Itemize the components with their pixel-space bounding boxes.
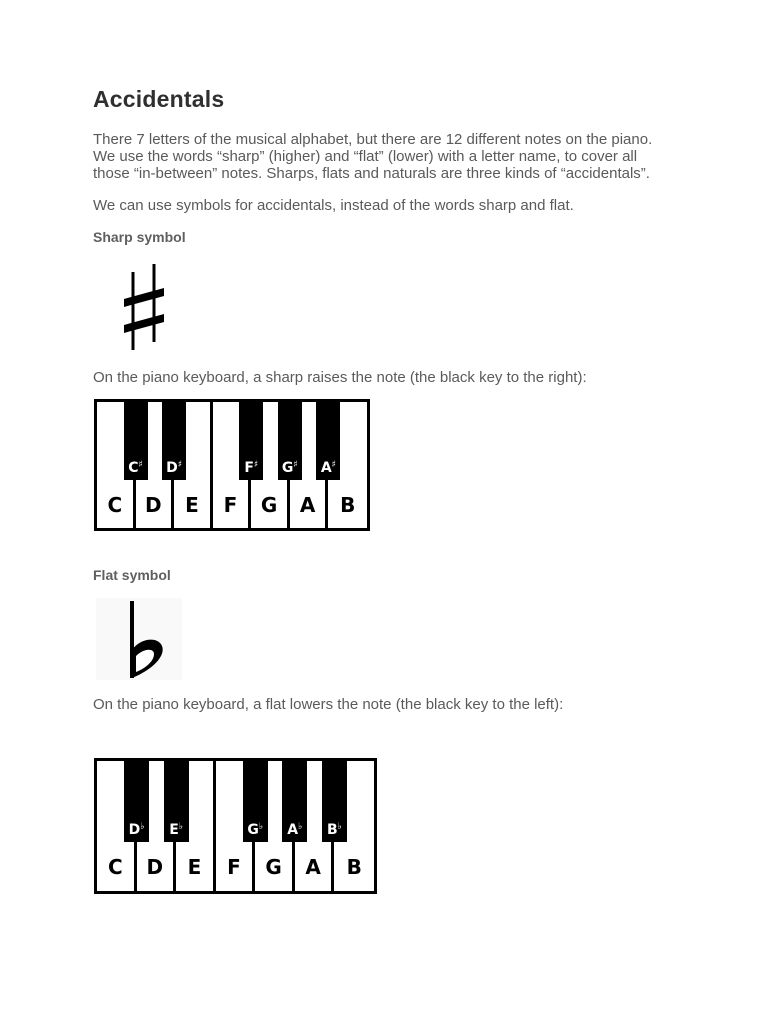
white-key-label: B (346, 855, 362, 879)
black-key-label (282, 822, 307, 838)
black-key-d (162, 402, 186, 480)
page-title: Accidentals (93, 86, 225, 112)
white-key-label: E (187, 855, 202, 879)
white-key-label: B (340, 493, 356, 517)
accidental-sign: ♭ (178, 822, 184, 832)
intro-line-1: There 7 letters of the musical alphabet, but there are 12 different notes on the piano. (93, 131, 653, 148)
sharp-icon-svg (118, 262, 170, 354)
black-key-letter: D (166, 460, 178, 476)
white-key-label: D (146, 855, 164, 879)
white-key-label: A (305, 855, 321, 879)
black-key-letter: G (281, 460, 294, 476)
accidental-sign: ♯ (253, 460, 259, 470)
sharp-keyboard (94, 399, 370, 531)
black-key-c (124, 402, 148, 480)
black-key-letter: E (169, 822, 179, 838)
sharp-heading: Sharp symbol (93, 229, 186, 245)
sharp-description: On the piano keyboard, a sharp raises the note (the black key to the right): (93, 369, 587, 386)
black-key-a (282, 761, 307, 842)
flat-description: On the piano keyboard, a flat lowers the note (the black key to the left): (93, 696, 564, 713)
black-key-f (239, 402, 263, 480)
intro-paragraph (93, 131, 693, 182)
accidental-sign: ♯ (293, 460, 298, 470)
black-key-letter: C (128, 460, 139, 476)
black-key-b (322, 761, 347, 842)
flat-icon-svg (96, 598, 182, 680)
black-key-g (278, 402, 302, 480)
white-key-label: G (260, 493, 278, 517)
white-key-label: C (107, 855, 123, 879)
white-key-label: E (185, 493, 199, 517)
flat-keyboard (94, 758, 377, 894)
black-key-letter: A (320, 460, 332, 476)
black-key-label (124, 460, 148, 476)
black-key-label (316, 460, 340, 476)
accidental-sign: ♭ (337, 822, 342, 832)
white-key-label: F (227, 855, 241, 879)
black-key-label (278, 460, 302, 476)
black-key-label (243, 822, 268, 838)
accidental-sign: ♭ (298, 822, 303, 832)
accidental-sign: ♯ (177, 460, 183, 470)
intro-line-3: those “in-between” notes. Sharps, flats and naturals are three kinds of “accidentals”. (93, 165, 650, 182)
white-key-label: G (265, 855, 282, 879)
white-key-label: F (223, 493, 238, 517)
accidental-sign: ♯ (331, 460, 337, 470)
black-key-letter: G (247, 822, 259, 838)
flat-heading: Flat symbol (93, 567, 171, 583)
intro-line-2: We use the words “sharp” (higher) and “flat” (lower) with a letter name, to cover all (93, 148, 638, 165)
black-key-letter: F (244, 460, 254, 476)
accidental-sign: ♯ (138, 460, 143, 470)
black-key-letter: B (326, 822, 338, 838)
accidental-sign: ♭ (140, 822, 145, 832)
black-key-letter: A (287, 822, 299, 838)
white-key-label: D (145, 493, 162, 517)
black-key-letter: D (128, 822, 141, 838)
white-key-label: A (299, 493, 316, 517)
accidental-sign: ♭ (258, 822, 264, 832)
symbols-paragraph: We can use symbols for accidentals, instead of the words sharp and flat. (93, 197, 574, 214)
sharp-icon (118, 262, 170, 354)
black-key-a (316, 402, 340, 480)
black-key-d (124, 761, 149, 842)
flat-icon (96, 598, 182, 680)
black-key-label (162, 460, 186, 476)
black-key-label (322, 822, 347, 838)
black-key-label (164, 822, 189, 838)
black-key-label (124, 822, 149, 838)
white-key-label: C (107, 493, 123, 517)
black-key-g (243, 761, 268, 842)
black-key-label (239, 460, 263, 476)
black-key-e (164, 761, 189, 842)
